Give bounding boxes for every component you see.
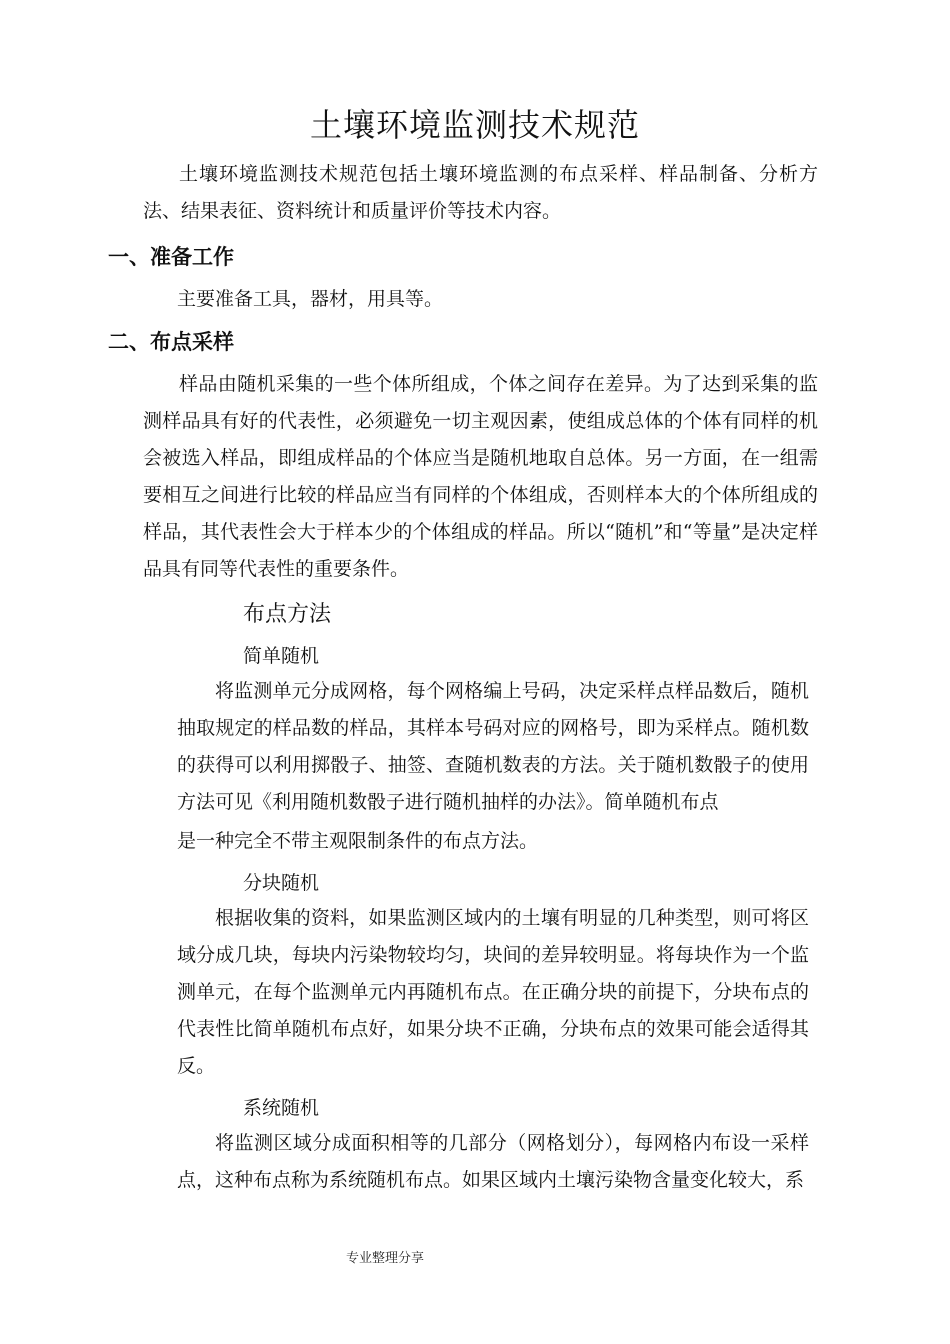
subheading-systematic-random: 系统随机 [243, 1097, 320, 1119]
simple-random-paragraph: 将监测单元分成网格，每个网格编上号码，决定采样点样品数后，随机抽取规定的样品数的样品，其样本号码对应的网格号，即为采样点。随机数的获得可以利用掷骰子、抽签、查随机数表的方法。关于随机数骰子的使用方法可见《利用随机数骰子进行随机抽样的办法》。简单随机布点 [177, 680, 809, 813]
preparation-paragraph: 主要准备工具，器材，用具等。 [177, 288, 444, 310]
section-heading-preparation: 一、准备工作 [108, 245, 234, 269]
block-random-paragraph: 根据收集的资料，如果监测区域内的土壤有明显的几种类型，则可将区域分成几块，每块内污染物较均匀，块间的差异较明显。将每块作为一个监测单元，在每个监测单元内再随机布点。在正确分块的前提下，分块布点的代表性比简单随机布点好，如果分块不正确，分块布点的效果可能会适得其反。 [177, 907, 809, 1077]
subheading-simple-random: 简单随机 [243, 645, 320, 667]
page-footer: 专业整理分享 [346, 1251, 425, 1266]
simple-random-paragraph-tail: 是一种完全不带主观限制条件的布点方法。 [177, 830, 539, 852]
document-title: 土壤环境监测技术规范 [309, 106, 640, 144]
subheading-block-random: 分块随机 [243, 872, 320, 894]
sampling-paragraph: 样品由随机采集的一些个体所组成，个体之间存在差异。为了达到采集的监测样品具有好的代表性，必须避免一切主观因素，使组成总体的个体有同样的机会被选入样品，即组成样品的个体应当是随机地取自总体。另一方面，在一组需要相互之间进行比较的样品应当有同样的个体组成，否则样本大的个体所组成的样品，其代表性会大于样本少的个体组成的样品。所以“随机”和“等量”是决定样品具有同等代表性的重要条件。 [143, 373, 818, 580]
subsection-heading-layout-method: 布点方法 [243, 602, 332, 627]
section-heading-sampling: 二、布点采样 [108, 330, 234, 354]
systematic-random-paragraph: 将监测区域分成面积相等的几部分（网格划分），每网格内布设一采样点，这种布点称为系统随机布点。如果区域内土壤污染物含量变化较大，系 [177, 1132, 809, 1191]
intro-paragraph: 土壤环境监测技术规范包括土壤环境监测的布点采样、样品制备、分析方法、结果表征、资料统计和质量评价等技术内容。 [143, 163, 818, 222]
